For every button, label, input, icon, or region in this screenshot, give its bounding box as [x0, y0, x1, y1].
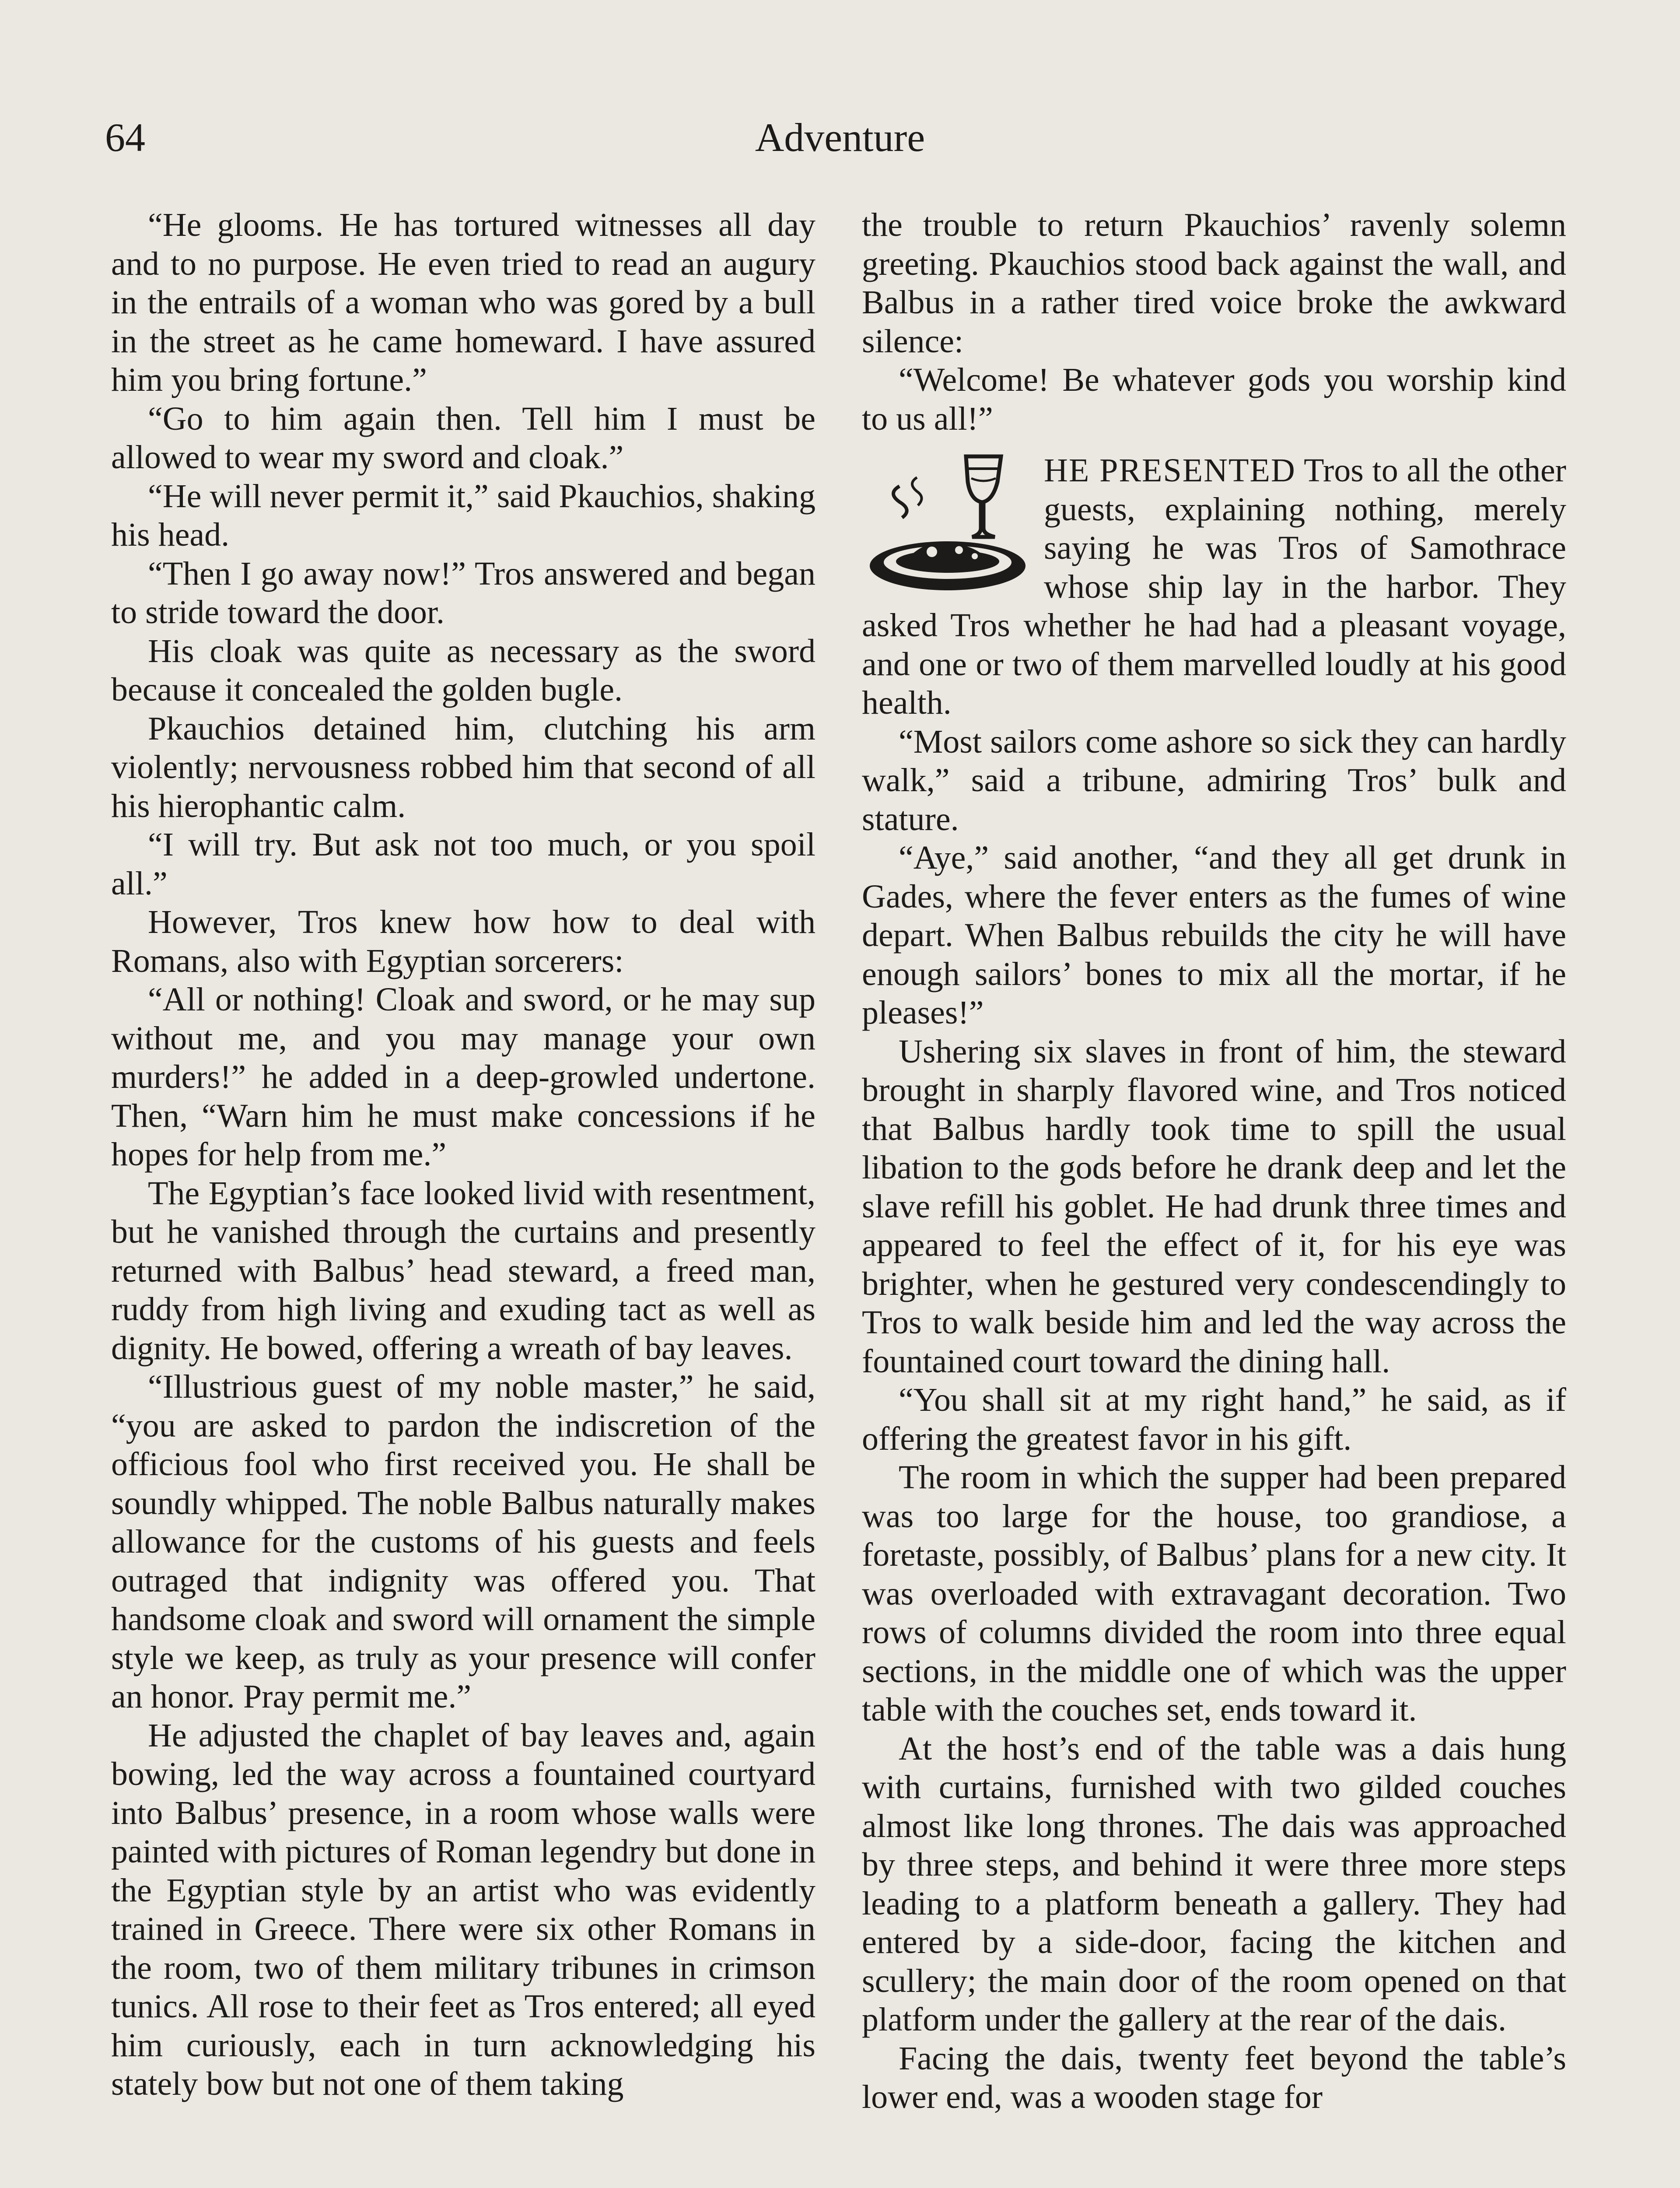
paragraph: the trouble to return Pkauchios’ ravenly solemn greeting. Pkauchios stood back against the wall, and Balbus in a rather tired voice broke the awkward silence: [862, 207, 1566, 360]
paragraph: He adjusted the chaplet of bay leaves and, again bowing, led the way across a fountained courtyard into Balbus’ presence, in a room whose walls were painted with pictures of Roman legendry but done in the Egyptian style by an artist who was evidently trained in Greece. There were six other Romans in the room, two of them military tribunes in crimson tunics. All rose to their feet as Tros entered; all eyed him curiously, each in turn acknowledging his stately bow but not one of them taking [111, 1717, 816, 2102]
paragraph: “You shall sit at my right hand,” he said, as if offering the greatest favor in his gift. [862, 1382, 1566, 1457]
paragraph: Ushering six slaves in front of him, the steward brought in sharply flavored wine, and Tros noticed that Balbus hardly took time to spill the usual libation to the gods before he drank deep and let the slave refill his goblet. He had drunk three times and appeared to feel the effect of it, for his eye was brighter, when he gestured very condescendingly to Tros to walk beside him and led the way across the fountained court toward the dining hall. [862, 1033, 1566, 1380]
paragraph: “Welcome! Be whatever gods you worship kind to us all!” [862, 361, 1566, 437]
paragraph: Pkauchios detained him, clutching his arm violently; nervousness robbed him that second of all his hierophantic calm. [111, 710, 816, 824]
paragraph: “Then I go away now!” Tros answered and began to stride toward the door. [111, 555, 816, 631]
paragraph: His cloak was quite as necessary as the sword because it concealed the golden bugle. [111, 632, 816, 708]
paragraph: “He glooms. He has tortured witnesses all day and to no purpose. He even tried to read an augury in the entrails of a woman who was gored by a bull in the street as he came homeward. I have assured him you bring fortune.” [111, 207, 816, 398]
drop-caps-lead: HE PRESENTED [1044, 452, 1296, 489]
paragraph: However, Tros knew how how to deal with Romans, also with Egyptian sorcerers: [111, 904, 816, 979]
magazine-title: Adventure [755, 115, 925, 160]
drop-section-text: Tros to all the other guests, explaining nothing, merely saying he was Tros of Samothrace whose ship lay in the harbor. They asked Tros whether he had had a pleasant voyage, and one or two of them marvelled loudly at his good health. [862, 452, 1566, 721]
section-opening [862, 451, 1566, 722]
paragraph: “He will never permit it,” said Pkauchios, shaking his head. [111, 477, 816, 553]
paragraph: The Egyptian’s face looked livid with resentment, but he vanished through the curtains and presently returned with Balbus’ head steward, a freed man, ruddy from high living and exuding tact as well as dignity. He bowed, offering a wreath of bay leaves. [111, 1175, 816, 1367]
paragraph: “Aye,” said another, “and they all get drunk in Gades, where the fever enters as the fumes of wine depart. When Balbus rebuilds the city he will have enough sailors’ bones to mix all the mortar, if he pleases!” [862, 839, 1566, 1031]
paragraph: “I will try. But ask not too much, or you spoil all.” [111, 826, 816, 902]
paragraph: At the host’s end of the table was a dais hung with curtains, furnished with two gilded couches almost like long thrones. The dais was approached by three steps, and behind it were three more steps leading to a platform beneath a gallery. They had entered by a side-door, facing the kitchen and scullery; the main door of the room opened on that platform under the gallery at the rear of the dais. [862, 1730, 1566, 2038]
paragraph: The room in which the supper had been prepared was too large for the house, too grandiose, a foretaste, possibly, of Balbus’ plans for a new city. It was overloaded with extravagant decoration. Two rows of columns divided the room into three equal sections, in the middle one of which was the upper table with the couches set, ends toward it. [862, 1459, 1566, 1728]
page-number: 64 [105, 115, 145, 160]
paragraph: Facing the dais, twenty feet beyond the table’s lower end, was a wooden stage for [862, 2040, 1566, 2115]
paragraph: “Most sailors come ashore so sick they can hardly walk,” said a tribune, admiring Tros’ bulk and stature. [862, 723, 1566, 838]
left-column [111, 206, 816, 2104]
paragraph: “All or nothing! Cloak and sword, or he may sup without me, and you may manage your own murders!” he added in a deep-growled undertone. Then, “Warn him he must make concessions if he hopes for help from me.” [111, 981, 816, 1173]
goblet-and-platter-icon [862, 451, 1032, 596]
paragraph: “Illustrious guest of my noble master,” he said, “you are asked to pardon the indiscretion of the officious fool who first received you. He shall be soundly whipped. The noble Balbus naturally makes allowance for the customs of his guests and feels outraged that indignity was offered you. That handsome cloak and sword will ornament the simple style we keep, as truly as your presence will confer an honor. Pray permit me.” [111, 1368, 816, 1715]
right-column [862, 206, 1566, 2117]
paragraph: “Go to him again then. Tell him I must be allowed to wear my sword and cloak.” [111, 400, 816, 476]
